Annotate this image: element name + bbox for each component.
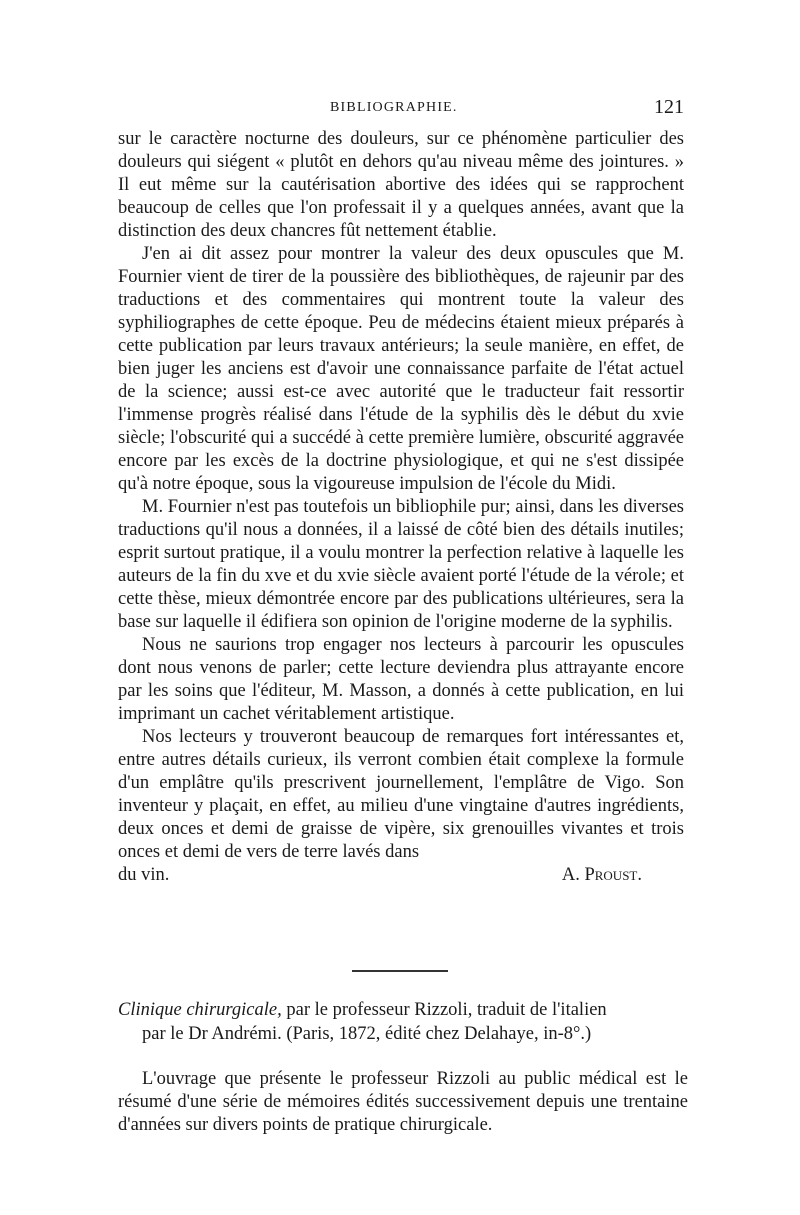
paragraph-1: sur le caractère nocturne des douleurs, sur ce phénomène particulier des douleurs qui siégent « plutôt en dehors qu'au niveau même des jointures. » Il eut même sur la cautérisation abortive des idées qui se rapprochent beaucoup de celles que l'on professait il y a quelques années, avant que la distinction des deux chancres fût nettement établie. xyxy=(118,129,684,241)
paragraph-5-end: du vin. xyxy=(118,865,170,885)
signature-line xyxy=(118,864,684,887)
paragraph-5: Nos lecteurs y trouveront beaucoup de remarques fort intéressantes et, entre autres détails curieux, ils verront combien était complexe la formule d'un emplâtre qu'ils prescrivent journellement, l'emplâtre de Vigo. Son inventeur y plaçait, en effet, au milieu d'une vingtaine d'autres ingrédients, deux onces et demi de graisse de vipère, six grenouilles vivantes et trois onces et demi de vers de terre lavés dans xyxy=(118,727,684,862)
review-text xyxy=(118,1068,688,1137)
paragraph-3: M. Fournier n'est pas toutefois un bibliophile pur; ainsi, dans les diverses traductions qu'il nous a données, il a laissé de côté bien des détails inutiles; esprit surtout pratique, il a voulu montrer la perfection relative à laquelle les auteurs de la fin du xve et du xvie siècle avaient porté l'étude de la vérole; et cette thèse, mieux démontrée encore par des publications ultérieures, sera la base sur laquelle il édifiera son opinion de l'origine moderne de la syphilis. xyxy=(118,497,684,632)
review-heading-line-2: par le Dr Andrémi. (Paris, 1872, édité chez Delahaye, in-8°.) xyxy=(142,1024,592,1044)
paragraph-4: Nous ne saurions trop engager nos lecteurs à parcourir les opuscules dont nous venons de parler; cette lecture deviendra plus attrayante encore par les soins que l'éditeur, M. Masson, a donnés à cette publication, en lui imprimant un cachet véritablement artistique. xyxy=(118,635,684,724)
review-heading xyxy=(118,998,688,1046)
section-divider xyxy=(352,970,448,972)
main-text xyxy=(118,128,684,887)
author-signature: A. Proust. xyxy=(561,865,642,885)
running-title: BIBLIOGRAPHIE. xyxy=(330,100,458,115)
review-heading-line-1 xyxy=(118,998,688,1022)
page-header xyxy=(118,98,684,122)
review-paragraph: L'ouvrage que présente le professeur Rizzoli au public médical est le résumé d'une série de mémoires édités successivement depuis une trentaine d'années sur divers points de pratique chirurgicale. xyxy=(118,1069,688,1135)
review-heading-rest: par le professeur Rizzoli, traduit de l'italien xyxy=(286,1000,607,1020)
book-title: Clinique chirurgicale, xyxy=(118,1000,282,1020)
page-number: 121 xyxy=(654,96,684,118)
paragraph-2: J'en ai dit assez pour montrer la valeur des deux opuscules que M. Fournier vient de tirer de la poussière des bibliothèques, de rajeunir par des traductions et des commentaires qui montrent toute la valeur des syphiliographes de cette époque. Peu de médecins étaient mieux préparés à cette publication par leurs travaux antérieurs; la seule manière, en effet, de bien juger les anciens est d'avoir une connaissance parfaite de l'état actuel de la science; aussi est-ce avec autorité que le traducteur fait ressortir l'immense progrès réalisé dans l'étude de la syphilis dès le début du xvie siècle; l'obscurité qui a succédé à cette première lumière, obscurité aggravée encore par les excès de la doctrine physiologique, et qui ne s'est dissipée qu'à notre époque, sous la vigoureuse impulsion de l'école du Midi. xyxy=(118,244,684,494)
